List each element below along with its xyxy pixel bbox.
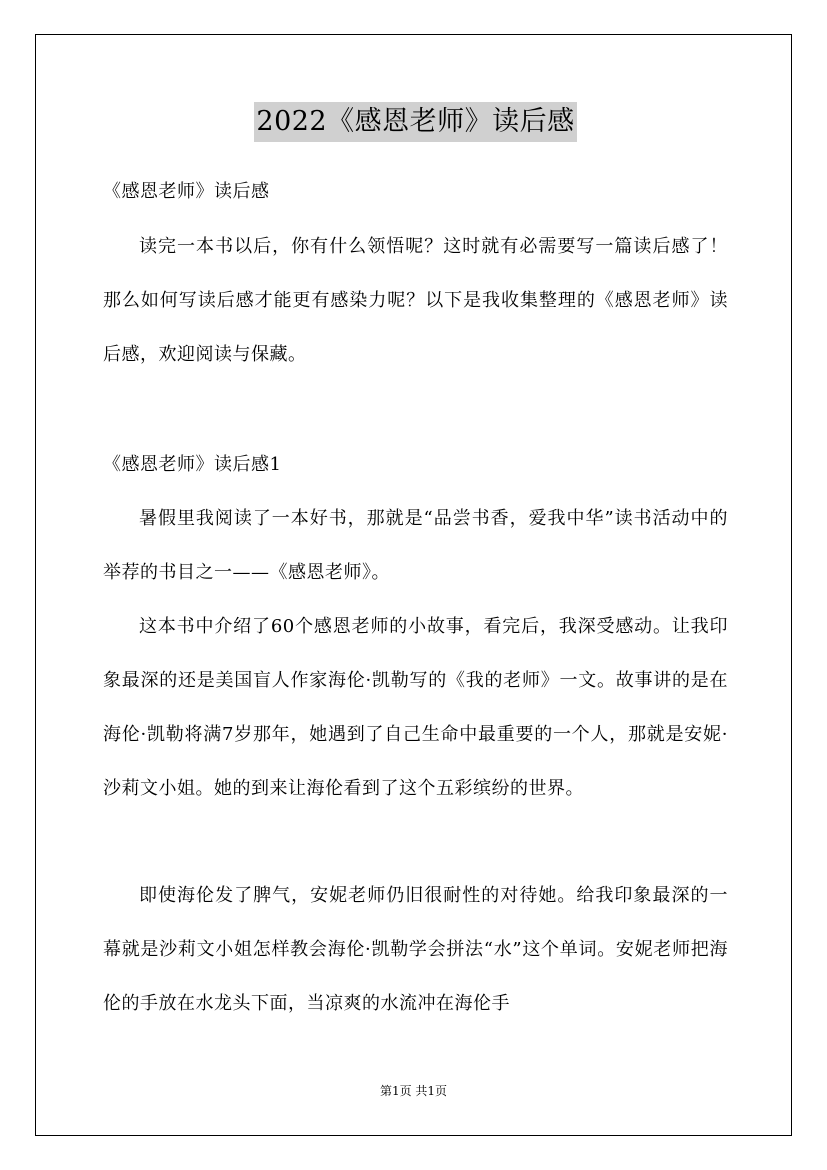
body-paragraph-2: 这本书中介绍了60个感恩老师的小故事，看完后，我深受感动。让我印象最深的还是美国盲人作家海伦·凯勒写的《我的老师》一文。故事讲的是在海伦·凯勒将满7岁那年，她遇到了自己生命中最重要的一个人，那就是安妮·沙莉文小姐。她的到来让海伦看到了这个五彩缤纷的世界。	[103, 616, 728, 799]
intro-paragraph: 读完一本书以后，你有什么领悟呢？这时就有必需要写一篇读后感了！那么如何写读后感才能更有感染力呢？以下是我收集整理的《感恩老师》读后感，欢迎阅读与保藏。	[103, 236, 728, 365]
body-paragraph-3: 即使海伦发了脾气，安妮老师仍旧很耐性的对待她。给我印象最深的一幕就是沙莉文小姐怎样教会海伦·凯勒学会拼法“水”这个单词。安妮老师把海伦的手放在水龙头下面，当凉爽的水流冲在海伦手	[103, 885, 728, 1014]
document-subtitle: 《感恩老师》读后感	[103, 181, 270, 202]
section-heading: 《感恩老师》读后感1	[103, 454, 282, 475]
page-footer	[0, 1082, 827, 1099]
body-paragraph-1: 暑假里我阅读了一本好书，那就是“品尝书香，爱我中华”读书活动中的举荐的书目之一——《感恩老师》。	[103, 508, 728, 583]
title-wrap	[103, 102, 728, 142]
document-title: 2022《感恩老师》读后感	[254, 102, 576, 142]
page-number-label: 第1页 共1页	[379, 1084, 448, 1098]
